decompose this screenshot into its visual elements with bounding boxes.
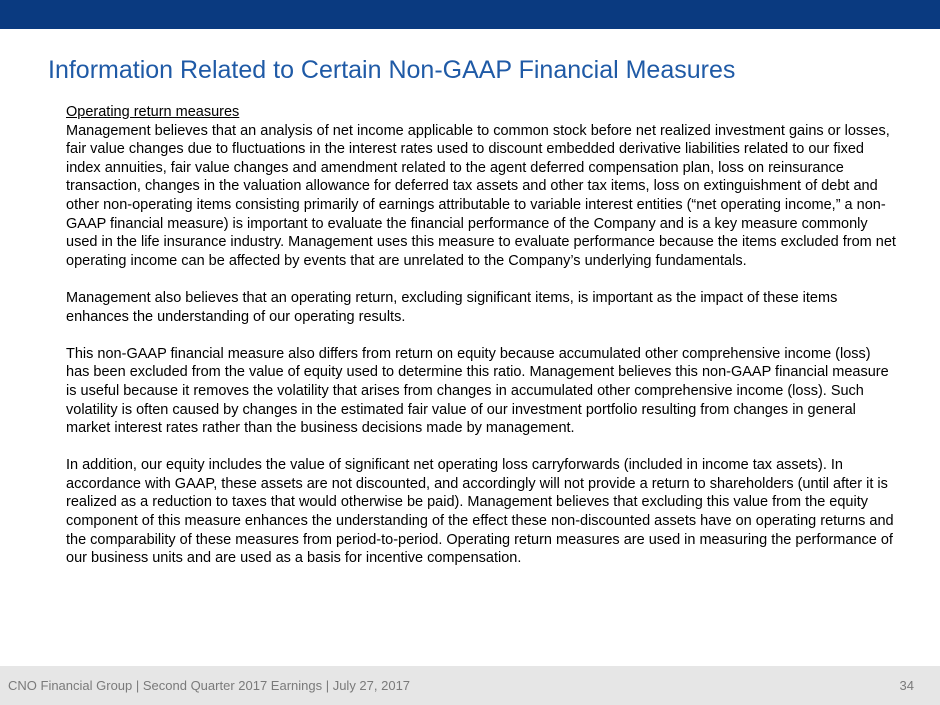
paragraph-1 <box>66 103 896 270</box>
paragraph-2: Management also believes that an operating return, excluding significant items, is important as the impact of these items enhances the understanding of our operating results. <box>66 289 838 325</box>
page-number: 34 <box>899 678 914 693</box>
paragraph-4: In addition, our equity includes the value of significant net operating loss carryforwards (included in income tax assets). In accordance with GAAP, these assets are not discounted, and accordingly will not provide a return to shareholders (until after it is realized as a reduction to taxes that would otherwise be paid). Management believes that excluding this value from the equity component of this measure enhances the understanding of the effect these non-discounted assets have on operating returns and the comparability of these measures from period-to-period. Operating return measures are used in measuring the performance of our business units and are used as a basis for incentive compensation. <box>66 457 894 567</box>
paragraph-1-text: Management believes that an analysis of net income applicable to common stock before net realized investment gains or losses, fair value changes due to fluctuations in the interest rates used to discount embedded derivative liabilities related to our fixed index annuities, fair value changes and amendment related to the agent deferred compensation plan, loss on reinsurance transaction, changes in the valuation allowance for deferred tax assets and other tax items, loss on extinguishment of debt and other non-operating items consisting primarily of earnings attributable to variable interest entities (“net operating income,” a non-GAAP financial measure) is important to evaluate the financial performance of the Company and is a key measure commonly used in the life insurance industry. Management uses this measure to evaluate performance because the items excluded from net operating income can be affected by events that are unrelated to the Company’s underlying fundamentals. <box>66 122 896 269</box>
paragraph-3: This non-GAAP financial measure also differs from return on equity because accumulated other comprehensive income (loss) has been excluded from the value of equity used to determine this ratio. Management believes this non-GAAP financial measure is useful because it removes the volatility that arises from changes in accumulated other comprehensive income (loss). Such volatility is often caused by changes in the estimated fair value of our investment portfolio resulting from changes in general market interest rates rather than the business decisions made by management. <box>66 345 889 437</box>
footer-text: CNO Financial Group | Second Quarter 2017 Earnings | July 27, 2017 <box>8 678 411 693</box>
header-bar <box>0 0 940 29</box>
footer-bar <box>0 666 940 705</box>
slide-title: Information Related to Certain Non-GAAP Financial Measures <box>48 56 736 84</box>
section-heading: Operating return measures <box>66 104 240 120</box>
slide-body <box>66 103 896 568</box>
